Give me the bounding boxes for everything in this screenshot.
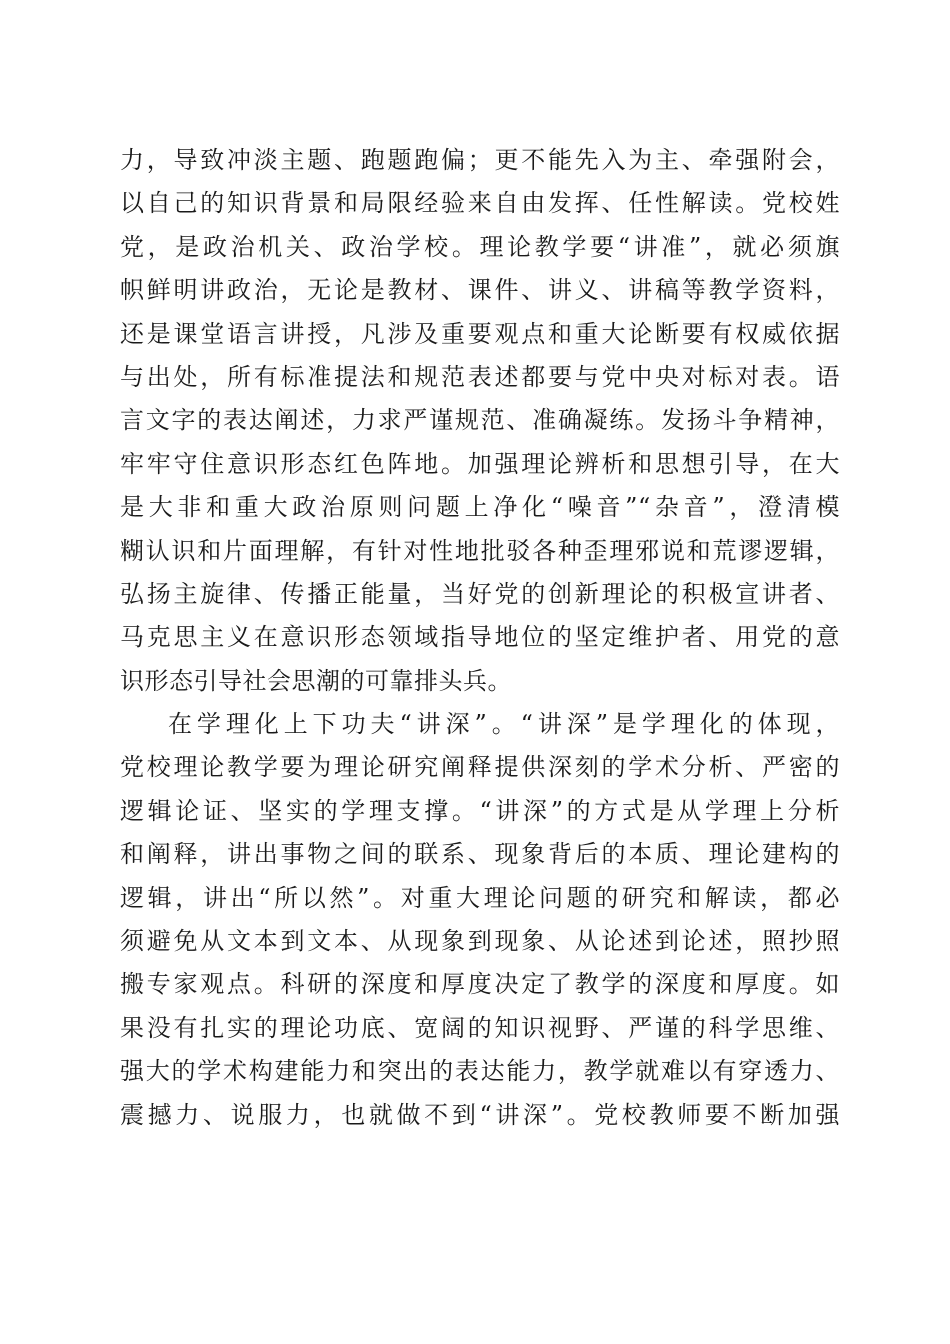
paragraph-1 [120,139,840,703]
text-line: 弘扬主旋律、传播正能量，当好党的创新理论的积极宣讲者、 [120,579,840,608]
text-line: 强大的学术构建能力和突出的表达能力，教学就难以有穿透力、 [120,1057,840,1086]
text-line: 逻辑论证、坚实的学理支撑。“讲深”的方式是从学理上分析 [120,796,840,825]
paragraph-2 [120,703,840,1137]
text-line: 搬专家观点。科研的深度和厚度决定了教学的深度和厚度。如 [120,970,840,999]
text-line: 帜鲜明讲政治，无论是教材、课件、讲义、讲稿等教学资料， [120,276,840,305]
text-line: 党，是政治机关、政治学校。理论教学要“讲准”，就必须旗 [120,232,840,261]
text-line: 是大非和重大政治原则问题上净化“噪音”“杂音”，澄清模 [120,493,840,522]
body-text [120,139,840,1137]
text-line: 马克思主义在意识形态领域指导地位的坚定维护者、用党的意 [120,623,840,652]
text-line: 力，导致冲淡主题、跑题跑偏；更不能先入为主、牵强附会， [120,146,840,174]
text-line: 和阐释，讲出事物之间的联系、现象背后的本质、理论建构的 [120,840,840,869]
text-line: 牢牢守住意识形态红色阵地。加强理论辨析和思想引导，在大 [120,449,840,478]
text-line: 党校理论教学要为理论研究阐释提供深刻的学术分析、严密的 [120,753,840,782]
text-line: 果没有扎实的理论功底、宽阔的知识视野、严谨的科学思维、 [120,1013,840,1042]
text-line: 糊认识和片面理解，有针对性地批驳各种歪理邪说和荒谬逻辑， [120,536,840,565]
text-line: 与出处，所有标准提法和规范表述都要与党中央对标对表。语 [120,362,840,391]
text-line: 识形态引导社会思潮的可靠排头兵。 [120,666,512,695]
text-line: 还是课堂语言讲授，凡涉及重要观点和重大论断要有权威依据 [120,319,840,348]
text-line: 震撼力、说服力，也就做不到“讲深”。党校教师要不断加强 [120,1100,840,1129]
text-line: 言文字的表达阐述，力求严谨规范、准确凝练。发扬斗争精神， [120,406,840,435]
text-line: 在学理化上下功夫“讲深”。“讲深”是学理化的体现， [168,710,840,739]
text-line: 逻辑，讲出“所以然”。对重大理论问题的研究和解读，都必 [120,883,840,912]
text-line: 以自己的知识背景和局限经验来自由发挥、任性解读。党校姓 [120,189,840,218]
text-line: 须避免从文本到文本、从现象到现象、从论述到论述，照抄照 [120,927,840,956]
